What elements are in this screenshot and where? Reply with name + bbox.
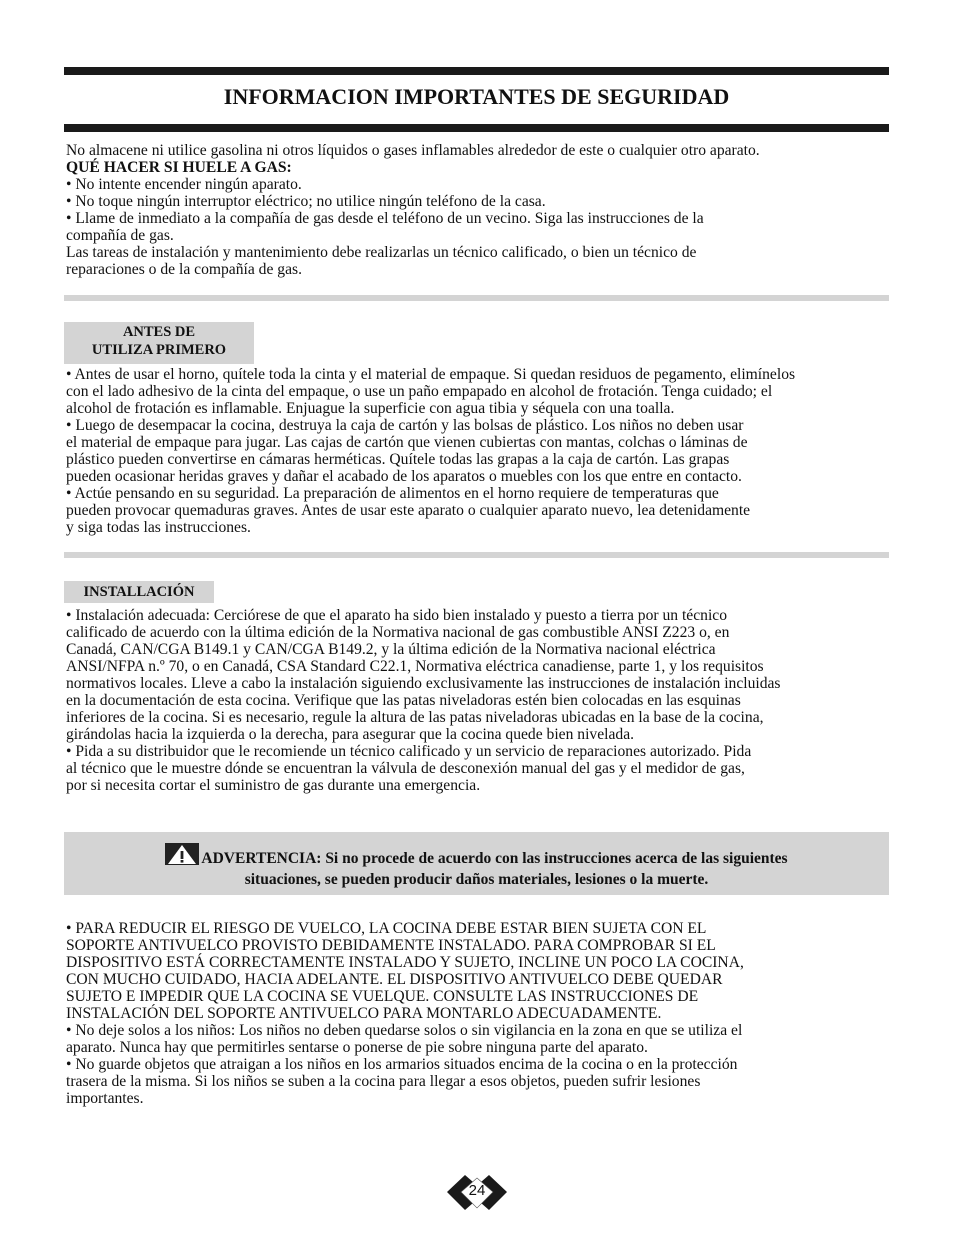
text-line: reparaciones o de la compañía de gas.	[66, 261, 302, 278]
title-rule	[64, 124, 889, 132]
text-line: inferiores de la cocina. Si es necesario, regule la altura de las patas niveladoras ubicadas en la base de la cocina,	[66, 709, 764, 726]
text-line: trasera de la misma. Si los niños se suben a la cocina para llegar a esos objetos, pueden sufrir lesiones	[66, 1073, 701, 1090]
text-line: • No intente encender ningún aparato.	[66, 176, 302, 193]
text-line: • No toque ningún interruptor eléctrico; no utilice ningún teléfono de la casa.	[66, 193, 546, 210]
warning-text: situaciones, se pueden producir daños materiales, lesiones o la muerte.	[244, 871, 709, 888]
page-title: INFORMACION IMPORTANTES DE SEGURIDAD	[223, 84, 730, 109]
text-line: SOPORTE ANTIVUELCO PROVISTO DEBIDAMENTE INSTALADO. PARA COMPROBAR SI EL	[66, 937, 716, 954]
text-line: • Pida a su distribuidor que le recomiende un técnico calificado y un servicio de reparaciones autorizado. Pida	[66, 743, 752, 760]
text-line: en la documentación de esta cocina. Verifique que las patas niveladoras estén bien colocadas en las esquinas	[66, 692, 741, 709]
text-line: • PARA REDUCIR EL RIESGO DE VUELCO, LA COCINA DEBE ESTAR BIEN SUJETA CON EL	[66, 920, 707, 937]
installation-text	[66, 607, 896, 794]
text-line: SUJETO E IMPEDIR QUE LA COCINA SE VUELQUE. CONSULTE LAS INSTRUCCIONES DE	[66, 988, 699, 1005]
text-line: • Luego de desempacar la cocina, destruya la caja de cartón y las bolsas de plástico. Los niños no deben usar	[66, 417, 744, 434]
text-line: • No guarde objetos que atraigan a los niños en los armarios situados encima de la cocina o en la protección	[66, 1056, 738, 1073]
text-line: INSTALACIÓN DEL SOPORTE ANTIVUELCO PARA MONTARLO ADECUADAMENTE.	[66, 1005, 662, 1022]
text-line: plástico pueden convertirse en cámaras herméticas. Quítele todas las grapas a la caja de cartón. Las grapas	[66, 451, 730, 468]
warning-box	[64, 832, 889, 895]
text-line: pueden provocar quemaduras graves. Antes de usar este aparato o cualquier aparato nuevo, lea detenidamente	[66, 502, 751, 519]
text-line: el material de empaque para jugar. Las cajas de cartón que vienen cubiertas con mantas, colchas o láminas de	[66, 434, 748, 451]
top-rule	[64, 67, 889, 75]
text-line: y siga todas las instrucciones.	[66, 519, 251, 536]
label-line: ANTES DE	[122, 324, 196, 340]
divider	[64, 552, 889, 558]
divider	[64, 295, 889, 301]
text-line: con el lado adhesivo de la cinta del empaque, o use un paño empapado en alcohol de frotación. Tenga cuidado; el	[66, 383, 773, 400]
section-label-before-use	[64, 322, 254, 364]
warning-triangle-icon	[165, 843, 199, 865]
text-line: QUÉ HACER SI HUELE A GAS:	[66, 159, 292, 176]
label-line: UTILIZA PRIMERO	[91, 342, 227, 358]
text-line: • Antes de usar el horno, quítele toda la cinta y el material de empaque. Si quedan residuos de pegamento, elimínelos	[66, 366, 796, 383]
warning-text: ADVERTENCIA: Si no procede de acuerdo con las instrucciones acerca de las siguientes	[201, 850, 788, 867]
page-number-badge	[445, 1172, 509, 1212]
text-line: calificado de acuerdo con la última edición de la Normativa nacional de gas combustible ANSI Z223 o, en	[66, 624, 730, 641]
text-line: pueden ocasionar heridas graves y dañar el acabado de los aparatos o muebles con los que entre en contacto.	[66, 468, 742, 485]
text-line: ANSI/NFPA n.º 70, o en Canadá, CSA Standard C22.1, Normativa eléctrica canadiense, parte 1, y los requisitos	[66, 658, 764, 675]
text-line: por si necesita cortar el suministro de gas durante una emergencia.	[66, 777, 481, 794]
text-line: DISPOSITIVO ESTÁ CORRECTAMENTE INSTALADO Y SUJETO, INCLINE UN POCO LA COCINA,	[66, 954, 744, 971]
text-line: compañía de gas.	[66, 227, 174, 244]
text-line: No almacene ni utilice gasolina ni otros líquidos o gases inflamables alrededor de este o cualquier otro aparato.	[66, 142, 760, 159]
text-line: al técnico que le muestre dónde se encuentran la válvula de desconexión manual del gas y el medidor de gas,	[66, 760, 745, 777]
text-line: • Llame de inmediato a la compañía de gas desde el teléfono de un vecino. Siga las instrucciones de la	[66, 210, 704, 227]
text-line: Las tareas de instalación y mantenimiento debe realizarlas un técnico calificado, o bien un técnico de	[66, 244, 697, 261]
text-line: aparato. Nunca hay que permitirles sentarse o ponerse de pie sobre ninguna parte del aparato.	[66, 1039, 648, 1056]
safety-text	[66, 920, 896, 1107]
text-line: normativos locales. Lleve a cabo la instalación siguiendo exclusivamente las instrucciones de instalación incluidas	[66, 675, 781, 692]
intro-text	[66, 142, 896, 278]
text-line: • Instalación adecuada: Cerciórese de que el aparato ha sido bien instalado y puesto a tierra por un técnico	[66, 607, 727, 624]
text-line: • No deje solos a los niños: Los niños no deben quedarse solos o sin vigilancia en la zona en que se utiliza el	[66, 1022, 743, 1039]
text-line: Canadá, CAN/CGA B149.1 y CAN/CGA B149.2, y la última edición de la Normativa nacional eléctrica	[66, 641, 716, 658]
text-line: importantes.	[66, 1090, 144, 1107]
page-number: 24	[468, 1182, 486, 1199]
text-line: • Actúe pensando en su seguridad. La preparación de alimentos en el horno requiere de temperaturas que	[66, 485, 719, 502]
text-line: CON MUCHO CUIDADO, HACIA ADELANTE. EL DISPOSITIVO ANTIVUELCO DEBE QUEDAR	[66, 971, 723, 988]
text-line: alcohol de frotación es inflamable. Enjuague la superficie con agua tibia y séquela con una toalla.	[66, 400, 675, 417]
section-label-installation: INSTALLACIÓN	[64, 581, 214, 603]
text-line: girándolas hacia la izquierda o la derecha, para asegurar que la cocina quede bien nivelada.	[66, 726, 635, 743]
before-use-text	[66, 366, 896, 536]
